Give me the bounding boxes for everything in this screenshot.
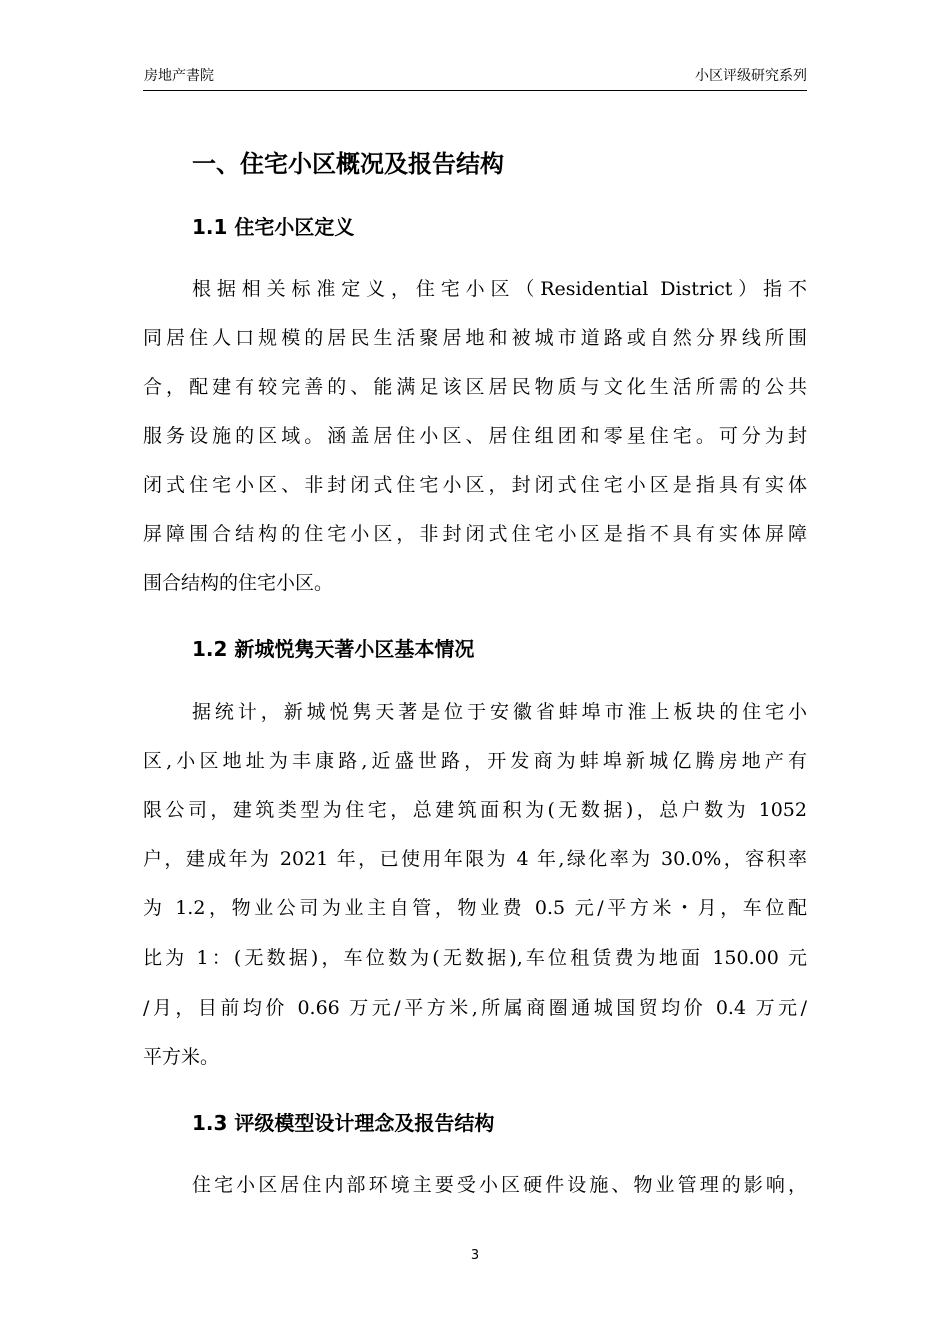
paragraph-line: 限公司，建筑类型为住宅，总建筑面积为(无数据)，总户数为 1052 <box>143 799 807 821</box>
page-number: 3 <box>470 1248 480 1263</box>
paragraph-line: 为 1.2，物业公司为业主自管，物业费 0.5 元/平方米・月，车位配 <box>143 897 807 919</box>
section-title-1-2: 1.2 新城悦隽天著小区基本情况 <box>192 637 475 661</box>
paragraph-line: 区,小区地址为丰康路,近盛世路，开发商为蚌埠新城亿腾房地产有 <box>143 750 807 772</box>
paragraph-line: 户，建成年为 2021 年，已使用年限为 4 年,绿化率为 30.0%，容积率 <box>143 848 807 870</box>
paragraph-line: 屏障围合结构的住宅小区，非封闭式住宅小区是指不具有实体屏障 <box>143 523 807 545</box>
chapter-title: 一、住宅小区概况及报告结构 <box>192 150 504 178</box>
paragraph-line: 比为 1：(无数据)，车位数为(无数据),车位租赁费为地面 150.00 元 <box>143 947 807 969</box>
section-title-1-1: 1.1 住宅小区定义 <box>192 215 355 239</box>
paragraph-line: /月，目前均价 0.66 万元/平方米,所属商圈通城国贸均价 0.4 万元/ <box>143 997 807 1019</box>
paragraph-line: 据统计，新城悦隽天著是位于安徽省蚌埠市淮上板块的住宅小 <box>192 701 807 723</box>
paragraph-line: 平方米。 <box>143 1046 220 1068</box>
paragraph-line: 合，配建有较完善的、能满足该区居民物质与文化生活所需的公共 <box>143 376 807 398</box>
header-left-text: 房地产書院 <box>144 68 214 84</box>
paragraph-line: 住宅小区居住内部环境主要受小区硬件设施、物业管理的影响， <box>192 1174 807 1196</box>
header-divider <box>143 90 807 91</box>
header-right-text: 小区评级研究系列 <box>695 68 807 84</box>
paragraph-line: 围合结构的住宅小区。 <box>143 572 334 594</box>
paragraph-line: 同居住人口规模的居民生活聚居地和被城市道路或自然分界线所围 <box>143 327 807 349</box>
paragraph-line: 闭式住宅小区、非封闭式住宅小区，封闭式住宅小区是指具有实体 <box>143 474 807 496</box>
paragraph-line: 服务设施的区域。涵盖居住小区、居住组团和零星住宅。可分为封 <box>143 425 807 447</box>
paragraph-line: 根据相关标准定义，住宅小区（Residential District）指不 <box>192 278 807 300</box>
section-title-1-3: 1.3 评级模型设计理念及报告结构 <box>192 1111 495 1135</box>
